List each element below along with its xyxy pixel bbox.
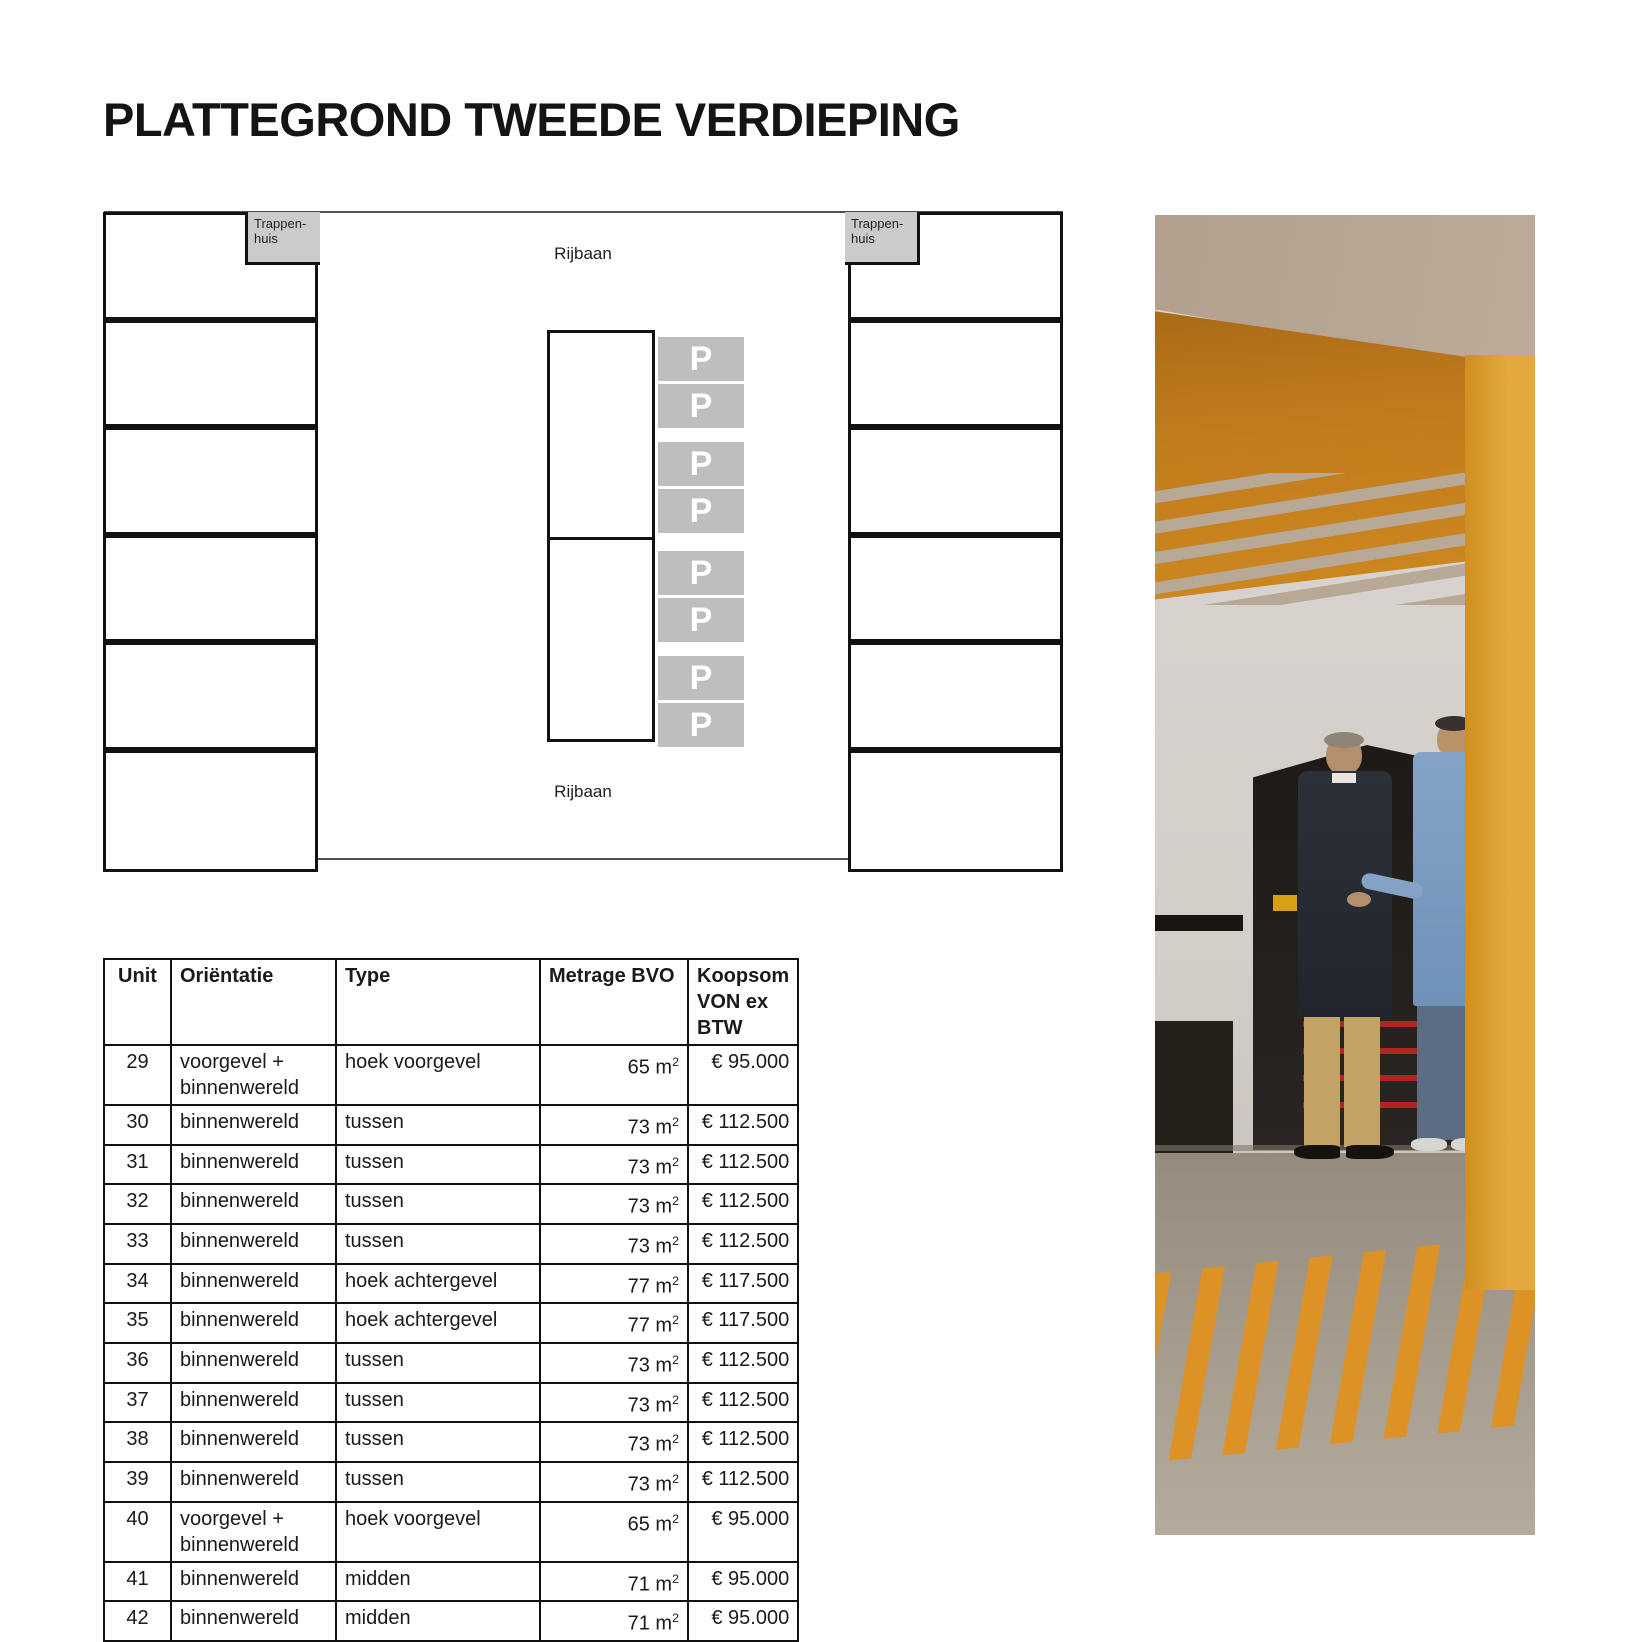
table-cell-koopsom: € 117.500	[688, 1303, 798, 1343]
table-cell-metrage: 65 $m^2$	[540, 1502, 688, 1562]
table-header-cell: Type	[336, 959, 540, 1045]
table-row	[104, 1264, 798, 1304]
table-cell-orientatie: binnenwereld	[171, 1343, 336, 1383]
roadway-label-bottom: Rijbaan	[554, 782, 612, 801]
table-cell-koopsom: € 95.000	[688, 1502, 798, 1562]
photo-wall-bar	[1155, 915, 1243, 931]
table-cell-orientatie: binnenwereld	[171, 1303, 336, 1343]
table-cell-koopsom: € 117.500	[688, 1264, 798, 1304]
unit-price-table	[103, 958, 799, 1642]
table-cell-unit: 38	[104, 1422, 171, 1462]
table-cell-koopsom: € 112.500	[688, 1184, 798, 1224]
table-row	[104, 1045, 798, 1105]
table-cell-unit: 41	[104, 1562, 171, 1602]
table-cell-unit: 30	[104, 1105, 171, 1145]
handshake-hands	[1347, 892, 1371, 907]
table-cell-unit: 36	[104, 1343, 171, 1383]
table-cell-type: hoek achtergevel	[336, 1303, 540, 1343]
table-row	[104, 1383, 798, 1423]
table-cell-metrage: 65 $m^2$	[540, 1045, 688, 1105]
stairwell-label: huis	[851, 231, 875, 247]
table-header-cell: Unit	[104, 959, 171, 1045]
stairwell-label: huis	[254, 231, 278, 247]
table-cell-orientatie: binnenwereld	[171, 1184, 336, 1224]
man-right-sneaker	[1411, 1138, 1447, 1151]
table-cell-unit: 29	[104, 1045, 171, 1105]
orange-pillar	[1465, 355, 1535, 1290]
table-cell-unit: 42	[104, 1601, 171, 1641]
table-cell-type: tussen	[336, 1422, 540, 1462]
table-cell-orientatie: voorgevel + binnenwereld	[171, 1502, 336, 1562]
table-cell-metrage: 73 $m^2$	[540, 1343, 688, 1383]
table-cell-orientatie: binnenwereld	[171, 1145, 336, 1185]
table-cell-orientatie: binnenwereld	[171, 1462, 336, 1502]
table-cell-orientatie: binnenwereld	[171, 1224, 336, 1264]
table-row	[104, 1224, 798, 1264]
table-cell-unit: 32	[104, 1184, 171, 1224]
table-row	[104, 1502, 798, 1562]
table-cell-orientatie: binnenwereld	[171, 1105, 336, 1145]
parking-spot: P	[658, 703, 744, 747]
parking-spot: P	[658, 337, 744, 381]
man-left-leg	[1344, 1017, 1380, 1147]
table-cell-unit: 35	[104, 1303, 171, 1343]
man-left-shoe	[1294, 1145, 1340, 1159]
table-cell-metrage: 71 $m^2$	[540, 1601, 688, 1641]
table-cell-koopsom: € 112.500	[688, 1343, 798, 1383]
table-cell-type: tussen	[336, 1105, 540, 1145]
table-cell-type: tussen	[336, 1462, 540, 1502]
table-header-cell: Oriëntatie	[171, 959, 336, 1045]
table-cell-type: hoek voorgevel	[336, 1502, 540, 1562]
man-left-leg	[1304, 1017, 1340, 1147]
table-cell-unit: 31	[104, 1145, 171, 1185]
table-cell-type: tussen	[336, 1383, 540, 1423]
table-row	[104, 1105, 798, 1145]
table-cell-orientatie: binnenwereld	[171, 1264, 336, 1304]
table-row	[104, 1422, 798, 1462]
table-cell-type: midden	[336, 1562, 540, 1602]
unit-room	[103, 642, 318, 750]
table-header-cell: Metrage BVO	[540, 959, 688, 1045]
table-cell-orientatie: binnenwereld	[171, 1562, 336, 1602]
page-title: PLATTEGROND TWEEDE VERDIEPING	[103, 93, 960, 146]
stairwell-label: Trappen-	[851, 216, 904, 231]
table-cell-koopsom: € 95.000	[688, 1562, 798, 1602]
table-cell-koopsom: € 112.500	[688, 1462, 798, 1502]
stairwell-right	[845, 212, 920, 265]
table-cell-koopsom: € 95.000	[688, 1045, 798, 1105]
table-cell-unit: 37	[104, 1383, 171, 1423]
unit-room	[848, 750, 1063, 872]
parking-spot: P	[658, 489, 744, 533]
table-row	[104, 1462, 798, 1502]
table-cell-koopsom: € 95.000	[688, 1601, 798, 1641]
table-cell-type: tussen	[336, 1184, 540, 1224]
table-cell-koopsom: € 112.500	[688, 1145, 798, 1185]
man-left-blazer	[1298, 771, 1392, 1019]
parking-spot: P	[658, 442, 744, 486]
table-header-row	[104, 959, 798, 1045]
plan-bottom-boundary-line	[318, 858, 848, 860]
table-row	[104, 1303, 798, 1343]
table-row	[104, 1343, 798, 1383]
unit-room	[103, 750, 318, 872]
table-row	[104, 1562, 798, 1602]
table-cell-orientatie: binnenwereld	[171, 1422, 336, 1462]
table-cell-unit: 33	[104, 1224, 171, 1264]
table-cell-metrage: 77 $m^2$	[540, 1264, 688, 1304]
table-row	[104, 1601, 798, 1641]
table-cell-unit: 39	[104, 1462, 171, 1502]
table-cell-orientatie: binnenwereld	[171, 1383, 336, 1423]
table-cell-metrage: 73 $m^2$	[540, 1224, 688, 1264]
unit-room	[103, 535, 318, 642]
table-cell-metrage: 77 $m^2$	[540, 1303, 688, 1343]
table-cell-orientatie: binnenwereld	[171, 1601, 336, 1641]
table-cell-unit: 40	[104, 1502, 171, 1562]
table-cell-koopsom: € 112.500	[688, 1224, 798, 1264]
parking-spot: P	[658, 384, 744, 428]
table-cell-metrage: 73 $m^2$	[540, 1462, 688, 1502]
stairwell-left	[245, 212, 320, 265]
table-cell-type: tussen	[336, 1145, 540, 1185]
parking-spot: P	[658, 551, 744, 595]
unit-room	[547, 537, 655, 742]
table-header-cell: Koopsom VON ex BTW	[688, 959, 798, 1045]
man-left-collar	[1332, 773, 1356, 783]
floorplan-diagram	[0, 0, 1100, 900]
table-cell-unit: 34	[104, 1264, 171, 1304]
unit-room	[848, 535, 1063, 642]
unit-room	[848, 642, 1063, 750]
table-cell-koopsom: € 112.500	[688, 1383, 798, 1423]
table-cell-metrage: 73 $m^2$	[540, 1184, 688, 1224]
table-cell-type: hoek voorgevel	[336, 1045, 540, 1105]
table-cell-koopsom: € 112.500	[688, 1422, 798, 1462]
table-row	[104, 1145, 798, 1185]
man-left-shoe	[1346, 1145, 1394, 1159]
photo-wall-slats	[1155, 473, 1490, 605]
unit-room	[848, 427, 1063, 535]
table-cell-metrage: 73 $m^2$	[540, 1383, 688, 1423]
table-cell-type: hoek achtergevel	[336, 1264, 540, 1304]
man-left-figure	[1290, 735, 1400, 1167]
table-cell-metrage: 73 $m^2$	[540, 1422, 688, 1462]
unit-room	[103, 320, 318, 427]
unit-room	[103, 427, 318, 535]
unit-room	[848, 320, 1063, 427]
table-cell-type: midden	[336, 1601, 540, 1641]
table-cell-metrage: 73 $m^2$	[540, 1145, 688, 1185]
roadway-label-top: Rijbaan	[554, 244, 612, 263]
table-cell-metrage: 73 $m^2$	[540, 1105, 688, 1145]
table-row	[104, 1184, 798, 1224]
table-cell-type: tussen	[336, 1343, 540, 1383]
garage-interior-photo	[1155, 215, 1535, 1535]
parking-spot: P	[658, 656, 744, 700]
stairwell-label: Trappen-	[254, 216, 307, 231]
man-left-hair	[1324, 732, 1364, 748]
parking-spot: P	[658, 598, 744, 642]
unit-room	[547, 330, 655, 540]
table-cell-koopsom: € 112.500	[688, 1105, 798, 1145]
table-cell-orientatie: voorgevel + binnenwereld	[171, 1045, 336, 1105]
table-cell-metrage: 71 $m^2$	[540, 1562, 688, 1602]
table-cell-type: tussen	[336, 1224, 540, 1264]
